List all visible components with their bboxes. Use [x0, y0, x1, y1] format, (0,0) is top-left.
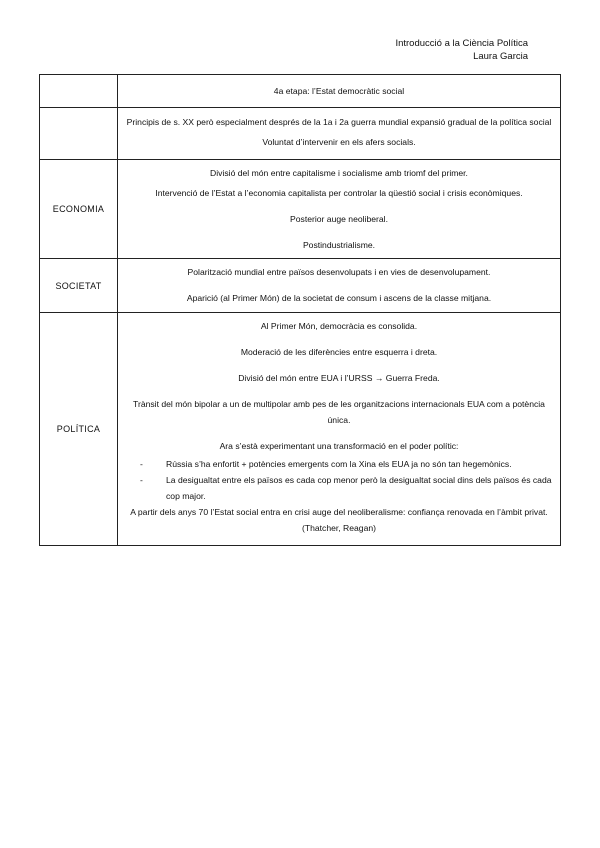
- politica-line: Ara s’està experimentant una transformació en el poder polític:: [219, 441, 459, 451]
- politica-cell: [118, 313, 561, 546]
- table-row-economia: [40, 160, 561, 259]
- intro-line: Principis de s. XX però especialment després de la 1a i 2a guerra mundial expansió gradual de la política social: [126, 117, 552, 127]
- economia-line: Divisió del món entre capitalisme i socialisme amb triomf del primer.: [210, 168, 468, 178]
- societat-line: Aparició (al Primer Món) de la societat de consum i ascens de la classe mitjana.: [186, 293, 492, 303]
- row-label-politica: POLÍTICA: [40, 313, 118, 546]
- empty-label-cell: [40, 108, 118, 160]
- table-row-politica: [40, 313, 561, 546]
- politica-closing: A partir dels anys 70 l’Estat social entra en crisi auge del neoliberalisme: confiança renovada en l’àmbit privat. (Thatcher, Reagan): [130, 507, 548, 533]
- economia-line: Postindustrialisme.: [302, 240, 376, 250]
- course-title: Introducció a la Ciència Política: [395, 38, 528, 49]
- bullet-text: Rússia s’ha enfortit + potències emergents com la Xina els EUA ja no són tan hegemònics.: [166, 459, 512, 469]
- row-label-societat: SOCIETAT: [40, 259, 118, 313]
- table-row-title: [40, 75, 561, 108]
- politica-line: Al Primer Món, democràcia es consolida.: [260, 321, 418, 331]
- stage-title-cell: [118, 75, 561, 108]
- list-item: [140, 472, 552, 504]
- row-label-economia: ECONOMIA: [40, 160, 118, 259]
- bullet-text: La desigualtat entre els països es cada cop menor però la desigualtat social dins dels països és cada cop major.: [166, 475, 552, 501]
- intro-line: Voluntat d’intervenir en els afers socials.: [262, 137, 416, 147]
- table-row-intro: [40, 108, 561, 160]
- bullet-dash: -: [140, 459, 143, 469]
- empty-label-cell: [40, 75, 118, 108]
- societat-cell: [118, 259, 561, 313]
- economia-cell: [118, 160, 561, 259]
- politica-line: Divisió del món entre EUA i l’URSS → Guerra Freda.: [238, 373, 440, 383]
- list-item: [140, 456, 552, 472]
- intro-cell: [118, 108, 561, 160]
- table-row-societat: [40, 259, 561, 313]
- politica-line: Trànsit del món bipolar a un de multipolar amb pes de les organitzacions internacionals EUA com a potència única.: [133, 399, 545, 425]
- economia-line: Intervenció de l’Estat a l’economia capitalista per controlar la qüestió social i crisis econòmiques.: [155, 188, 523, 198]
- societat-line: Polarització mundial entre països desenvolupats i en vies de desenvolupament.: [187, 267, 491, 277]
- politica-line: Moderació de les diferències entre esquerra i dreta.: [240, 347, 438, 357]
- politica-bullet-list: [126, 456, 552, 504]
- author-name: Laura Garcia: [473, 51, 528, 62]
- stages-table: [39, 74, 561, 546]
- bullet-dash: -: [140, 475, 143, 485]
- document-header: [395, 37, 528, 63]
- stage-title: 4a etapa: l’Estat democràtic social: [273, 86, 405, 96]
- economia-line: Posterior auge neoliberal.: [290, 214, 388, 224]
